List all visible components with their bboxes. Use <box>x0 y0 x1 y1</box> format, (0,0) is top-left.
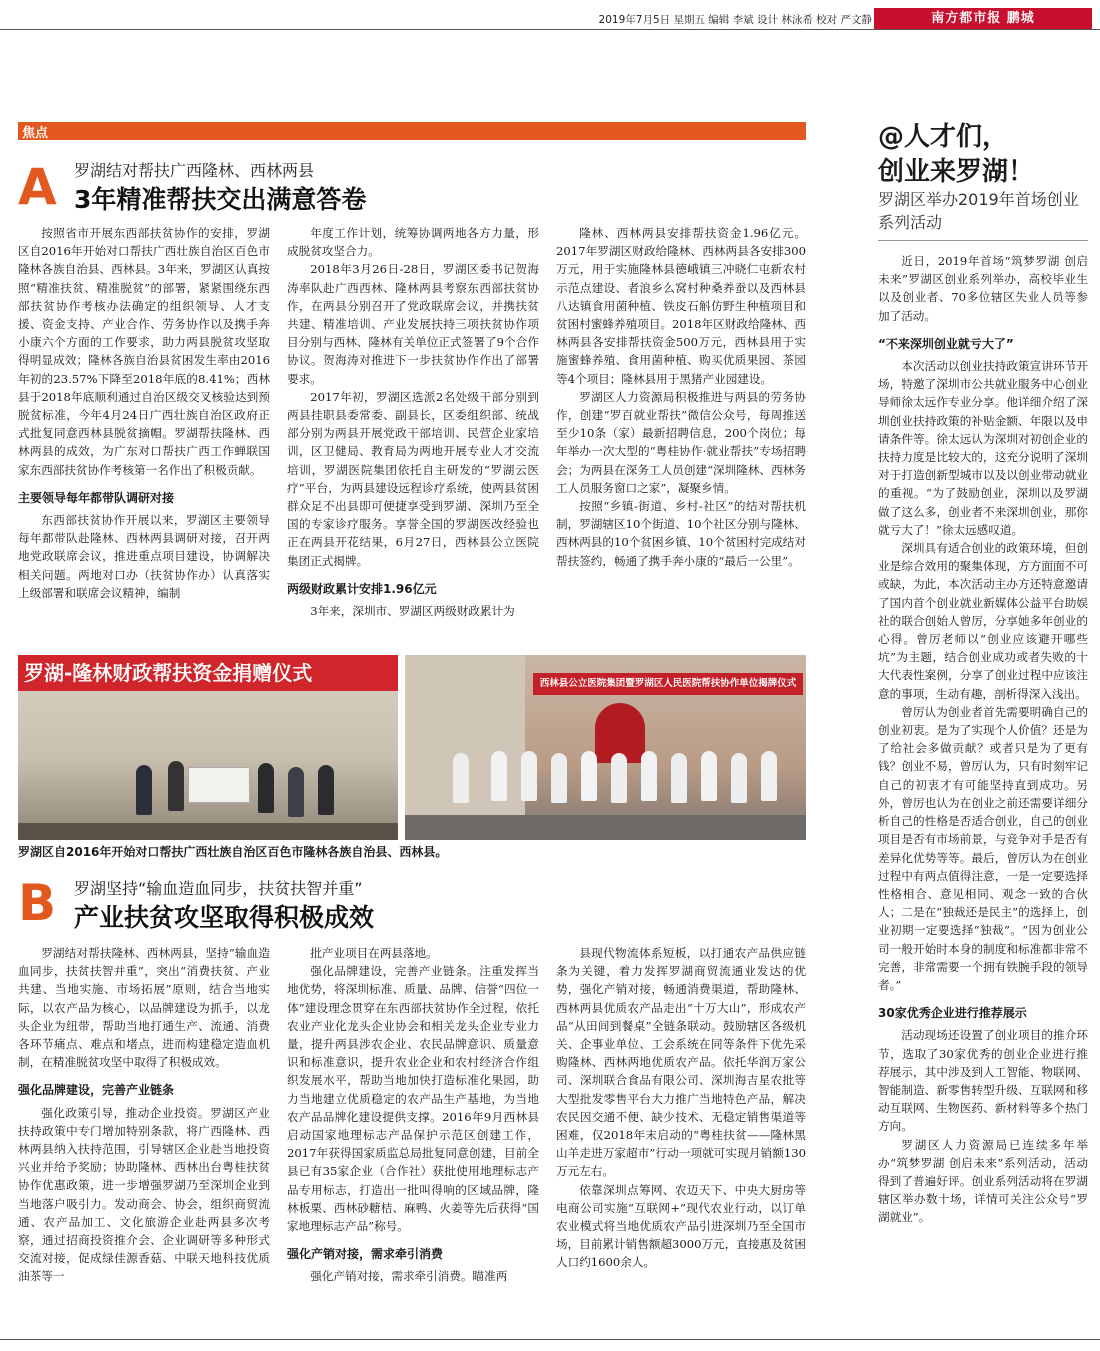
footer-rule <box>0 1339 1100 1340</box>
photo-banner: 西林县公立医院集团暨罗湖区人民医院帮扶协作单位揭牌仪式 <box>533 673 803 695</box>
photo-figure <box>581 751 597 801</box>
photo-figure <box>701 751 717 801</box>
article-a-col3 <box>556 224 806 646</box>
sidebar-rule <box>878 240 1088 241</box>
sidebar-subtitle: 罗湖区举办2019年首场创业系列活动 <box>878 190 1079 232</box>
paragraph: 年度工作计划，统筹协调两地各方力量，形成脱贫攻坚合力。 <box>287 226 539 259</box>
photo-figure <box>761 751 777 801</box>
photo-caption: 罗湖区自2016年开始对口帮扶广西壮族自治区百色市隆林各族自治县、西林县。 <box>18 845 448 859</box>
article-a-kicker: 罗湖结对帮扶广西隆林、西林两县 <box>74 161 315 180</box>
article-a-col2 <box>287 224 539 646</box>
photo-figure <box>641 751 657 801</box>
subheading: 主要领导每年都带队调研对接 <box>18 490 175 505</box>
paragraph: 2018年3月26日-28日，罗湖区委书记贺海涛率队赴广西西林、隆林两县考察东西部扶贫协作，在两县分别召开了党政联席会议，并携扶贫共建、精准培训、产业发展扶持三项扶贫协作项目分别与西林、隆林有关单位正式签署了9个合作协议。贺海涛对推进下一步扶贫协作作出了部署要求。 <box>287 262 539 386</box>
photo-banner: 罗湖-隆林财政帮扶资金捐赠仪式 <box>18 655 398 691</box>
article-b-letter: B <box>18 874 57 932</box>
photo-figure <box>671 753 687 803</box>
photo-figure <box>318 765 334 815</box>
photo-figure <box>136 765 152 815</box>
paragraph: 罗湖区人力资源局积极推进与两县的劳务协作，创建“罗百就业帮扶”微信公众号，每周推送至少10条（家）最新招聘信息，200个岗位；每年举办一次大型的“粤桂协作·就业帮扶”专场招聘会；为两县在深务工人员创建“深圳隆林、西林务工人员服务窗口之家”，凝聚乡情。 <box>556 389 806 495</box>
paragraph: 按照“乡镇-街道、乡村-社区”的结对帮扶机制，罗湖辖区10个街道、10个社区分别与隆林、西林两县的10个贫困乡镇、10个贫困村完成结对帮扶签约，畅通了携手奔小康的“最后一公里”。 <box>556 499 806 568</box>
paragraph: 本次活动以创业扶持政策宣讲环节开场，特邀了深圳市公共就业服务中心创业导师徐太远作专业分享。他详细介绍了深圳创业扶持政策的补贴金额、年限以及申请条件等。徐太远认为深圳对初创企业的扶持力度是比较大的，这充分说明了深圳对于打造创新型城市以及以创业带动就业的重视。“为了鼓励创业，深圳以及罗湖做了这么多，创业者不来深圳创业，那你就亏大了！”徐太远感叹道。 <box>878 359 1088 537</box>
subheading: 两级财政累计安排1.96亿元 <box>287 581 437 596</box>
paragraph: 东西部扶贫协作开展以来，罗湖区主要领导每年都带队赴隆林、西林两县调研对接，召开两地党政联席会议，推进重点项目建设，协调解决相关问题。两地对口办（扶贫协作办）认真落实上级部署和联席会议精神，编制 <box>18 513 270 600</box>
photo-unveiling-ceremony <box>405 655 806 840</box>
paragraph: 按照省市开展东西部扶贫协作的安排，罗湖区自2016年开始对口帮扶广西壮族自治区百色市隆林各族自治县、西林县。3年来，罗湖区认真按照“精准扶贫、精准脱贫”的部署，紧紧围绕东西部扶贫协作考核办法确定的组织领导、人才支援、资金支持、产业合作、劳务协作以及携手奔小康六个方面的工作要求，助力两县脱贫攻坚取得明显成效；隆林各族自治县贫困发生率由2016年初的23.57%下降至2018年底的8.41%；西林县于2018年底顺利通过自治区级交叉核验达到预脱贫标准，今年4月24日广西壮族自治区政府正式批复同意西林县脱贫摘帽。罗湖帮扶隆林、西林两县的成效，为广东对口帮扶广西工作蝉联国家东西部扶贫协作考核第一名作出了积极贡献。 <box>18 226 270 477</box>
paragraph: 活动现场还设置了创业项目的推介环节，选取了30家优秀的创业企业进行推荐展示，其中涉及到人工智能、物联网、智能制造、新零售转型升级、互联网和移动互联网、生物医药、新材料等多个热门方向。 <box>878 1028 1088 1134</box>
paragraph: 近日，2019年首场“筑梦罗湖 创启未来”罗湖区创业系列举办，高校毕业生以及创业者、70多位辖区失业人员等参加了活动。 <box>878 254 1088 323</box>
paragraph: 罗湖区人力资源局已连续多年举办“筑梦罗湖 创启未来”系列活动，活动得到了普遍好评。创业系列活动将在罗湖辖区举办数十场，详情可关注公众号“罗湖就业”。 <box>878 1137 1088 1225</box>
paragraph: 强化品牌建设，完善产业链条。注重发挥当地优势，将深圳标准、质量、品牌、信誉“四位一体”建设理念贯穿在东西部扶贫协作全过程，依托农业产业化龙头企业协会和相关龙头企业专业力量，提升两县涉农企业、农民品牌意识、质量意识和标准意识，提升农业企业和农村经济合作组织发展水平，帮助当地加快打造标准化果园，助力当地建立优质稳定的农产品生产基地，为当地农产品品牌化建设提供支撑。2016年9月西林县启动国家地理标志产品保护示范区创建工作，2017年获得国家质监总局批复同意创建，目前全县已有35家企业（合作社）获批使用地理标志产品专用标志，打造出一批叫得响的区域品牌，隆林板栗、西林砂糖桔、麻鸭、火姜等先后获得“国家地理标志产品”称号。 <box>287 964 539 1234</box>
photo-figure <box>288 767 304 817</box>
sidebar-title <box>878 120 1034 190</box>
paragraph: 2017年初，罗湖区选派2名处级干部分别到两县挂职县委常委、副县长，区委组织部、统战部分别为两县开展党政干部培训、民营企业家培训，区卫健局、教育局为两地开展专业人才交流培训，罗湖医院集团依托自主研发的“罗湖云医疗”平台，为两县建设远程诊疗系统，使两县贫困群众足不出县即可便捷享受到罗湖、深圳乃至全国的专家诊疗服务。享誉全国的罗湖医改经验也正在两县开花结果，6月27日，西林县公立医院集团正式揭牌。 <box>287 389 539 568</box>
paragraph: 深圳具有适合创业的政策环境，但创业是综合效用的聚集体现，方方面面不可或缺，为此，本次活动主办方还特意邀请了国内首个创业就业新媒体公益平台助娱社的联合创始人曾厉，分享她多年创业的心得。曾厉老师以“创业应该避开哪些坑”为主题，结合创业成功或者失败的十大代表性案例，分享了创业过程中应该注意的事项，生动有趣，剖析得深入浅出。 <box>878 541 1088 701</box>
sidebar-title-line1: @人才们， <box>878 122 1009 152</box>
subheading: 强化品牌建设，完善产业链条 <box>18 1083 175 1098</box>
section-label: 焦点 <box>22 126 49 141</box>
photo-figure <box>731 753 747 803</box>
subheading: 强化产销对接，需求牵引消费 <box>287 1247 444 1262</box>
newspaper-logo: 南方都市报 鹏城 <box>874 8 1092 30</box>
paragraph: 强化产销对接，需求牵引消费。瞄准两 <box>310 1269 508 1284</box>
photo-figure <box>551 753 567 803</box>
photo-figure <box>611 753 627 803</box>
article-b-col1 <box>18 944 270 1328</box>
article-b-col2 <box>287 944 539 1328</box>
paragraph: 隆林、西林两县安排帮扶资金1.96亿元。2017年罗湖区财政给隆林、西林两县各安排300万元，用于实施隆林县德峨镇三冲晓仁屯新农村示范点建设、者浪乡么窝村种桑养蚕以及西林县八达镇食用菌种植、铁皮石斛仿野生种植项目和贫困村蜜蜂养殖项目。2018年区财政给隆林、西林两县各安排帮扶资金500万元，西林县用于实施蜜蜂养殖、食用菌种植、购买优质果园、茶园等4个项目；隆林县用于黑猪产业园建设。 <box>556 226 806 386</box>
paragraph: 县现代物流体系短板，以打通农产品供应链条为关键，着力发挥罗湖商贸流通业发达的优势，强化产销对接，畅通消费渠道，帮助隆林、西林两县优质农产品走出“十万大山”，形成农产品“从田间到餐桌”全链条联动。鼓励辖区各级机关、企事业单位、工会系统在同等条件下优先采购隆林、西林两地优质农产品。依托华润万家公司、深圳联合食品有限公司、深圳海吉星农批等大型批发零售平台大力推广当地特色产品，解决农民因交通不便、缺少技术、无稳定销售渠道等困难，仅2018年末启动的“粤桂扶贫——隆林黑山羊走进万家超市”行动一项就可实现月销额130万元左右。 <box>556 946 806 1179</box>
article-a-letter: A <box>18 158 57 216</box>
paragraph: 强化政策引导，推动企业投资。罗湖区产业扶持政策中专门增加特别条款，将广西隆林、西林两县纳入扶持范围，引导辖区企业赴当地投资兴业并给予奖励；协助隆林、西林出台粤桂扶贫协作优惠政策，进一步增强罗湖乃至深圳企业到当地落户吸引力。发动商会、协会，组织商贸流通、农产品加工、文化旅游企业赴两县多次考察，通过招商投资推介会、企业调研等多种形式交流对接，促成绿佳源香菇、中联天地科技优质油茶等一 <box>18 1105 270 1284</box>
section-bar <box>18 122 806 140</box>
photo-figure <box>521 751 537 801</box>
paragraph: 批产业项目在两县落地。 <box>310 946 438 960</box>
paragraph: 依靠深圳点筹网、农迈天下、中央大厨房等电商公司实施“互联网+”现代农业行动，以订单农业模式将当地优质农产品引进深圳乃至全国市场，目前累计销售额超3000万元，直接惠及贫困人口约1600余人。 <box>556 1182 806 1270</box>
article-a-headline: 3年精准帮扶交出满意答卷 <box>74 185 367 214</box>
header-meta: 2019年7月5日 星期五 编辑 李斌 设计 林泳希 校对 严文静 <box>598 14 872 26</box>
photo-floor <box>405 815 806 840</box>
paragraph: 罗湖结对帮扶隆林、西林两县，坚持“输血造血同步，扶贫扶智并重”，突出“消费扶贫、产业共建、当地实施、市场拓展”原则，结合当地实际，以农产品为核心，以品牌建设为抓手，以龙头企业为纽带，帮助当地打通生产、流通、消费各环节痛点、难点和堵点，进而构建稳定造血机制，在精准脱贫攻坚中取得了积极成效。 <box>18 946 270 1070</box>
photo-donation-ceremony <box>18 655 398 840</box>
sidebar-body <box>878 252 1088 1332</box>
photo-check-board <box>188 767 250 803</box>
article-b-col3 <box>556 944 806 1328</box>
article-b-headline: 产业扶贫攻坚取得积极成效 <box>74 903 375 932</box>
photo-building-wall <box>405 655 525 840</box>
photo-floor <box>18 823 398 840</box>
paragraph: 3年来，深圳市、罗湖区两级财政累计为 <box>310 604 515 619</box>
photo-figure <box>168 761 184 811</box>
photo-figure <box>258 763 274 813</box>
sidebar-title-line2: 创业来罗湖！ <box>878 157 1035 187</box>
subheading: “不来深圳创业就亏大了” <box>878 336 1014 351</box>
article-a-col1 <box>18 224 270 646</box>
header-rule <box>0 29 1100 30</box>
photo-figure <box>453 753 469 803</box>
article-b-kicker: 罗湖坚持“输血造血同步，扶贫扶智并重” <box>74 879 363 898</box>
paragraph: 曾厉认为创业者首先需要明确自己的创业初衷。是为了实现个人价值？还是为了给社会多做贡献？或者只是为了更有钱？创业不易，曾厉认为，只有时刻牢记自己的初衷才有可能坚持直到成功。另外，曾厉也认为在创业之前还需要详细分析自己的性格是否适合创业，自己的创业项目是否有市场前景，与竞争对手是否有差异化优势等等。最后，曾厉认为在创业过程中有两点值得注意，一是一定要选择性格相合、意见相同、观念一致的合伙人；二是在“独裁还是民主”的选择上，创业初期一定要选择“独裁”。“因为创业公司一般开始时本身的制度和标准都非常不完善，非常需要一个拥有铁腕手段的领导者。” <box>878 704 1088 992</box>
photo-figure <box>491 751 507 801</box>
subheading: 30家优秀企业进行推荐展示 <box>878 1006 1027 1021</box>
